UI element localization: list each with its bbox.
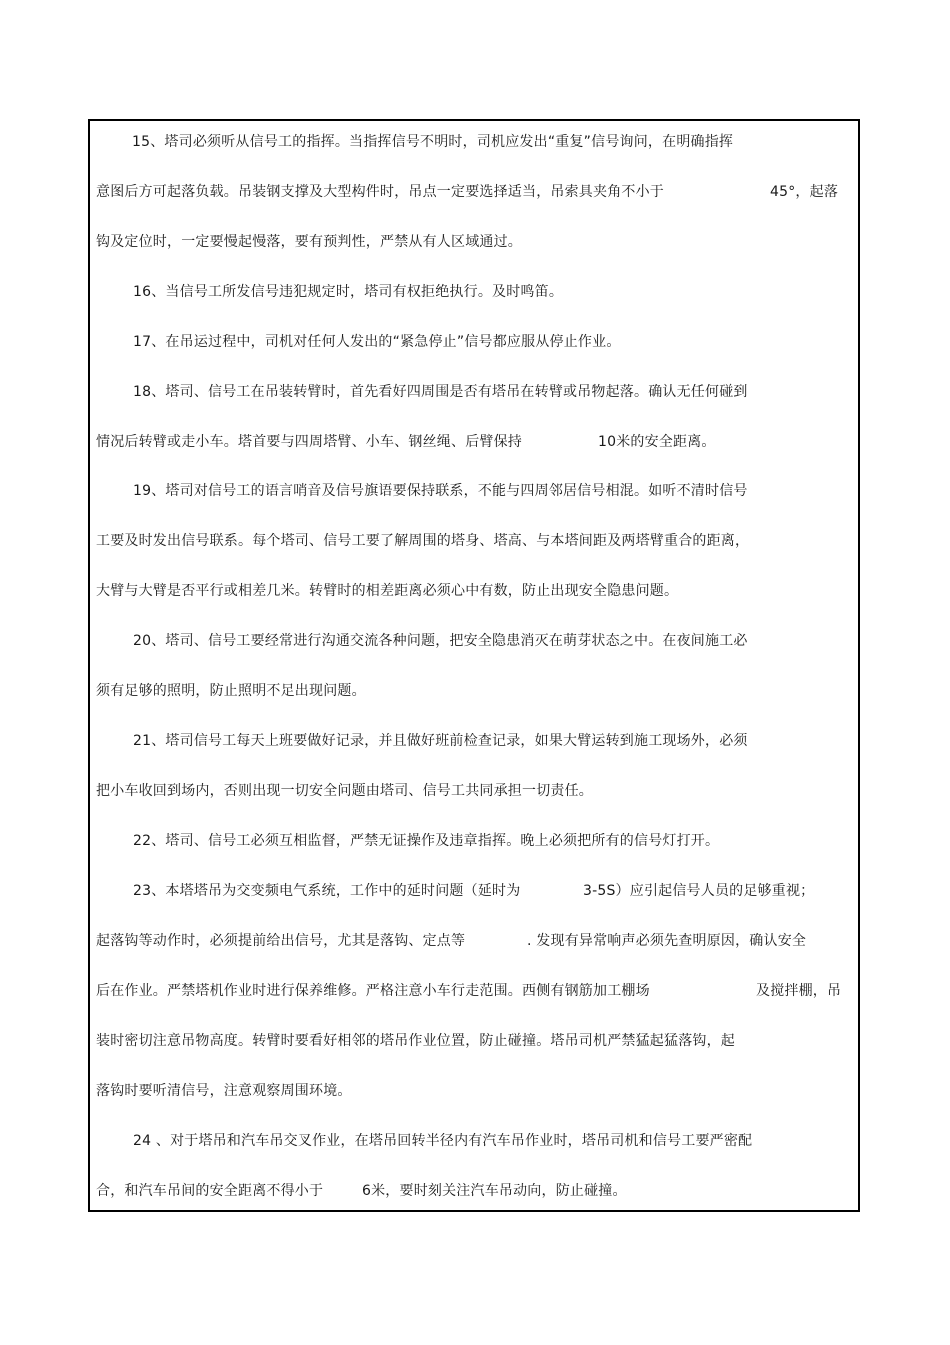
- text-segment: 16、当信号工所发信号违犯规定时，塔司有权拒绝执行。及时鸣笛。: [133, 284, 564, 300]
- text-segment: . 发现有异常响声必须先查明原因，确认安全: [527, 933, 807, 949]
- text-segment: 22、塔司、信号工必须互相监督，严禁无证操作及违章指挥。晚上必须把所有的信号灯打开。: [133, 833, 720, 849]
- text-segment: 大臂与大臂是否平行或相差几米。转臂时的相差距离必须心中有数，防止出现安全隐患问题。: [96, 583, 679, 599]
- text-segment: 24 、对于塔吊和汽车吊交叉作业，在塔吊回转半径内有汽车吊作业时，塔吊司机和信号工要严密配: [133, 1133, 753, 1149]
- text-segment: 工要及时发出信号联系。每个塔司、信号工要了解周围的塔身、塔高、与本塔间距及两塔臂重合的距离，: [96, 533, 750, 549]
- text-segment: 落钩时要听清信号，注意观察周围环境。: [96, 1083, 352, 1099]
- text-segment: 19、塔司对信号工的语言哨音及信号旗语要保持联系，不能与四周邻居信号相混。如听不清时信号: [133, 483, 748, 499]
- text-segment: 21、塔司信号工每天上班要做好记录，并且做好班前检查记录，如果大臂运转到施工现场外，必须: [133, 733, 748, 749]
- text-segment: 45°，起落: [770, 184, 839, 200]
- text-segment: 20、塔司、信号工要经常进行沟通交流各种问题，把安全隐患消灭在萌芽状态之中。在夜间施工必: [133, 633, 748, 649]
- text-segment: 装时密切注意吊物高度。转臂时要看好相邻的塔吊作业位置，防止碰撞。塔吊司机严禁猛起猛落钩，起: [96, 1033, 735, 1049]
- text-segment: 23、本塔塔吊为交变频电气系统，工作中的延时问题（延时为: [133, 883, 521, 899]
- text-segment: 17、在吊运过程中，司机对任何人发出的“紧急停止”信号都应服从停止作业。: [133, 334, 621, 350]
- text-segment: 须有足够的照明，防止照明不足出现问题。: [96, 683, 366, 699]
- text-segment: 钩及定位时，一定要慢起慢落，要有预判性，严禁从有人区域通过。: [96, 234, 522, 250]
- text-segment: 情况后转臂或走小车。塔首要与四周塔臂、小车、钢丝绳、后臂保持: [96, 434, 522, 450]
- text-segment: 合，和汽车吊间的安全距离不得小于: [96, 1183, 324, 1199]
- text-segment: 起落钩等动作时，必须提前给出信号，尤其是落钩、定点等: [96, 933, 466, 949]
- text-segment: 后在作业。严禁塔机作业时进行保养维修。严格注意小车行走范围。西侧有钢筋加工棚场: [96, 983, 650, 999]
- text-segment: 意图后方可起落负载。吊装钢支撑及大型构件时，吊点一定要选择适当，吊索具夹角不小于: [96, 184, 664, 200]
- text-segment: 及搅拌棚，吊: [756, 983, 842, 999]
- text-segment: 15、塔司必须听从信号工的指挥。当指挥信号不明时，司机应发出“重复”信号询问，在明确指挥: [132, 134, 734, 150]
- text-segment: 3-5S）应引起信号人员的足够重视；: [583, 883, 815, 899]
- text-segment: 把小车收回到场内，否则出现一切安全问题由塔司、信号工共同承担一切责任。: [96, 783, 593, 799]
- text-segment: 6米，要时刻关注汽车吊动向，防止碰撞。: [362, 1183, 627, 1199]
- text-segment: 18、塔司、信号工在吊装转臂时，首先看好四周围是否有塔吊在转臂或吊物起落。确认无任何碰到: [133, 384, 748, 400]
- text-segment: 10米的安全距离。: [598, 434, 716, 450]
